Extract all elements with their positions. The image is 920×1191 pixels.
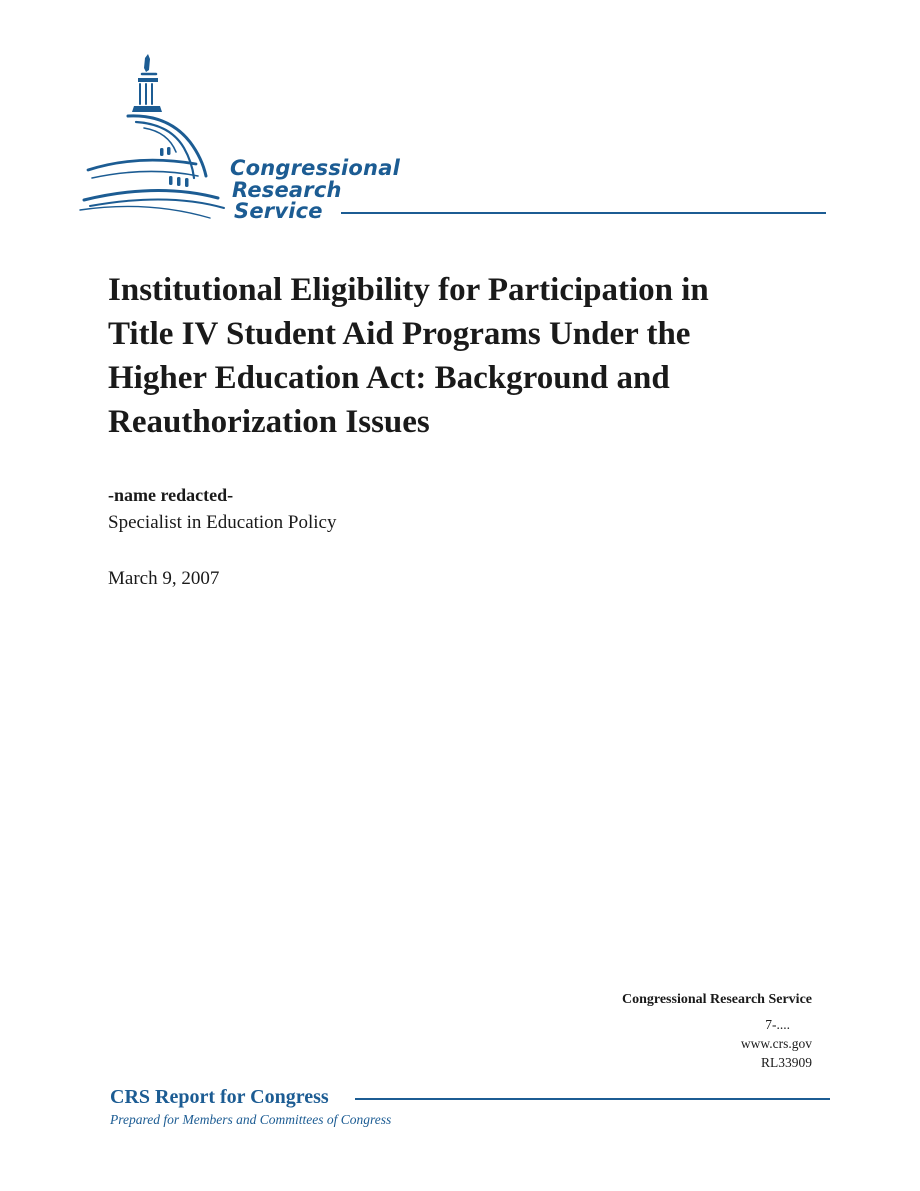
website-link[interactable]: www.crs.gov xyxy=(740,1036,812,1051)
report-title xyxy=(108,268,808,444)
report-title-line: Title IV Student Aid Programs Under the xyxy=(108,316,691,352)
crs-report-banner-title: CRS Report for Congress xyxy=(110,1086,329,1108)
logo-text-research: Research xyxy=(232,178,342,202)
report-date: March 9, 2007 xyxy=(108,568,220,589)
crs-logo xyxy=(78,50,838,230)
phone-number: 7-.... xyxy=(765,1017,790,1032)
crs-contact-info xyxy=(622,990,812,1072)
author-role: Specialist in Education Policy xyxy=(108,512,337,533)
author-name: -name redacted- xyxy=(108,485,234,505)
org-name: Congressional Research Service xyxy=(621,992,812,1007)
banner-divider-line xyxy=(355,1098,830,1100)
report-title-line: Reauthorization Issues xyxy=(108,404,430,440)
capitol-dome-icon xyxy=(78,50,238,230)
logo-divider-line xyxy=(341,212,826,214)
report-title-line: Institutional Eligibility for Participation in xyxy=(108,272,709,308)
report-title-line: Higher Education Act: Background and xyxy=(108,360,670,396)
logo-text-congressional: Congressional xyxy=(230,156,400,180)
logo-text-service: Service xyxy=(234,199,323,223)
crs-report-banner-subtitle: Prepared for Members and Committees of Congress xyxy=(110,1112,392,1127)
report-number: RL33909 xyxy=(760,1055,812,1070)
